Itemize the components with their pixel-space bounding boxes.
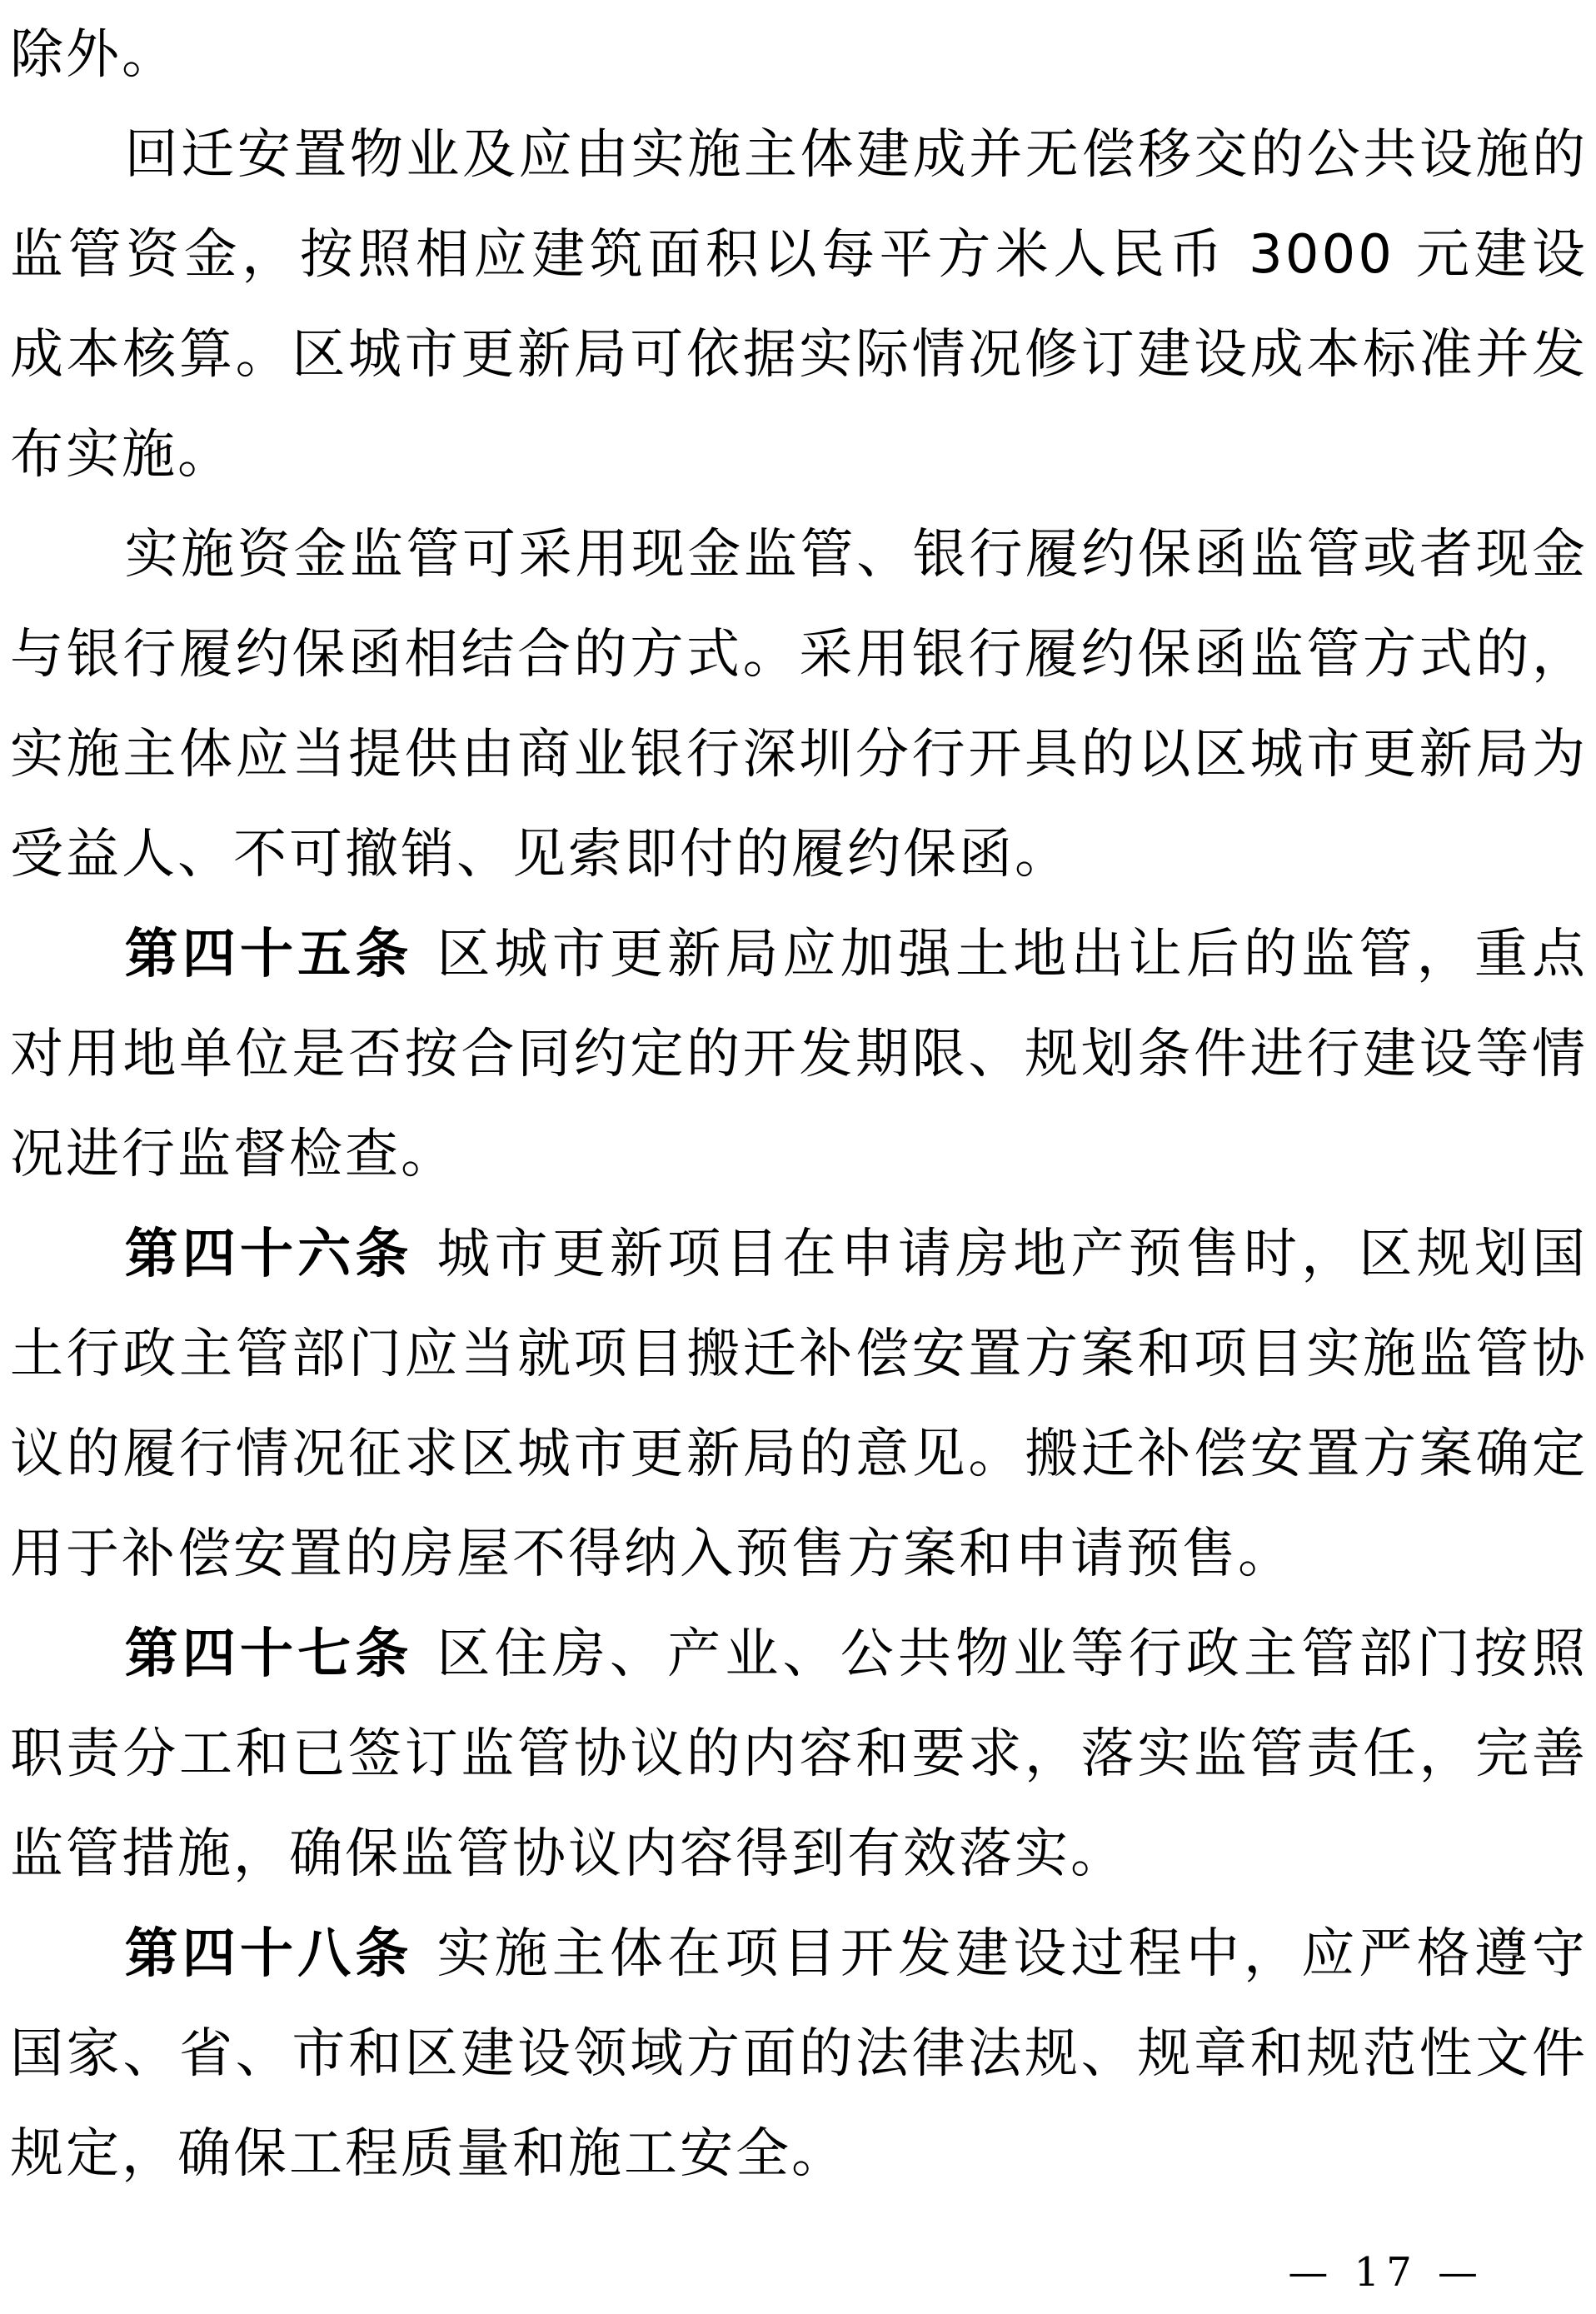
article-number: 第四十八条 xyxy=(124,1923,413,1985)
article-number: 第四十七条 xyxy=(124,1623,413,1685)
paragraph-text: 回迁安置物业及应由实施主体建成并无偿移交的公共设施的监管资金，按照相应建筑面积以每平方米人民币 3000 元建设成本核算。区城市更新局可依据实际情况修订建设成本标准并发布实施。 xyxy=(10,124,1588,486)
article-number: 第四十五条 xyxy=(124,924,413,985)
body-paragraph xyxy=(10,505,1588,905)
paragraph-text: 实施主体在项目开发建设过程中，应严格遵守国家、省、市和区建设领域方面的法律法规、规章和规范性文件规定，确保工程质量和施工安全。 xyxy=(10,1923,1589,2185)
paragraph-text: 实施资金监管可采用现金监管、银行履约保函监管或者现金与银行履约保函相结合的方式。采用银行履约保函监管方式的，实施主体应当提供由商业银行深圳分行开具的以区城市更新局为受益人、不可撤销、见索即付的履约保函。 xyxy=(10,524,1588,885)
paragraph-text: 除外。 xyxy=(10,24,177,86)
body-paragraph xyxy=(10,105,1588,505)
paragraph-text: 城市更新项目在申请房地产预售时，区规划国土行政主管部门应当就项目搬迁补偿安置方案和项目实施监管协议的履行情况征求区城市更新局的意见。搬迁补偿安置方案确定用于补偿安置的房屋不得纳入预售方案和申请预售。 xyxy=(10,1224,1589,1585)
article-number: 第四十六条 xyxy=(124,1224,413,1285)
article-paragraph xyxy=(10,1204,1588,1604)
document-content xyxy=(10,5,1588,2204)
paragraph-text: 区住房、产业、公共物业等行政主管部门按照职责分工和已签订监管协议的内容和要求，落实监管责任，完善监管措施，确保监管协议内容得到有效落实。 xyxy=(10,1623,1589,1885)
article-paragraph xyxy=(10,1904,1588,2204)
body-paragraph xyxy=(10,5,1588,105)
paragraph-text: 区城市更新局应加强土地出让后的监管，重点对用地单位是否按合同约定的开发期限、规划条件进行建设等情况进行监督检查。 xyxy=(10,924,1589,1185)
article-paragraph xyxy=(10,1604,1588,1904)
article-paragraph xyxy=(10,905,1588,1204)
page-number: — 17 — xyxy=(1288,2249,1484,2296)
